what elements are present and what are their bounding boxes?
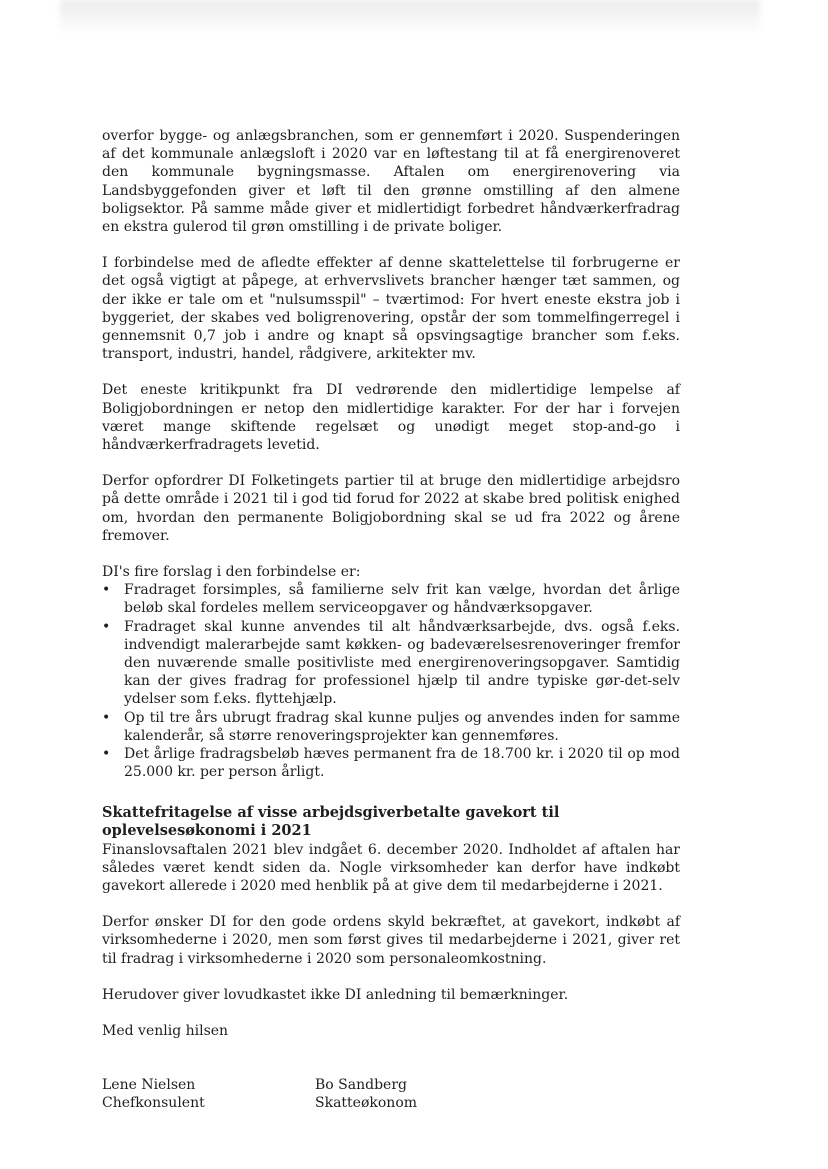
proposal-item: • Fradraget skal kunne anvendes til alt håndværksarbejde, dvs. også f.eks. indvendigt malerarbejde samt køkken- og badeværelsesrenoveringer fremfor den nuværende smalle positivliste med energirenoveringsopgaver. Samtidig kan der gives fradrag for professionel hjælp til andre typiske gør-det-selv ydelser som f.eks. flyttehjælp. (102, 618, 680, 709)
paragraph-gift-card-request: Derfor ønsker DI for den gode ordens skyld bekræftet, at gavekort, indkøbt af virksomhederne i 2020, men som først gives til medarbejderne i 2021, giver ret til fradrag i virksomhederne i 2020 som personaleomkostning. (102, 914, 680, 967)
paragraph-critique: Det eneste kritikpunkt fra DI vedrørende den midlertidige lempelse af Boligjobordningen er netop den midlertidige karakter. For der har i forvejen været mange skiftende regelsæt og unødigt meget stop-and-go i håndværkerfradragets levetid. (102, 382, 680, 454)
paragraph-call-to-action: Derfor opfordrer DI Folketingets partier til at bruge den midlertidige arbejdsro på dette område i 2021 til i god tid forud for 2022 at skabe bred politisk enighed om, hvordan den permanente Boligjobordning skal se ud fra 2022 og årene fremover. (102, 473, 680, 544)
paragraph-no-further-remarks: Herudover giver lovudkastet ikke DI anledning til bemærkninger. (102, 986, 569, 1003)
signatory-name: Bo Sandberg (315, 1077, 407, 1094)
signatory (315, 1076, 417, 1112)
section-heading: Skattefritagelse af visse arbejdsgiverbetalte gavekort til oplevelsesøkonomi i 2021 (102, 803, 560, 839)
paragraph-derived-effects: I forbindelse med de afledte effekter af denne skattelettelse til forbrugerne er det også vigtigt at påpege, at erhvervslivets brancher hænger tæt sammen, og der ikke er tale om et "nulsumsspil" – tværtimod: For hvert eneste ekstra job i byggeriet, der skabes ved boligrenovering, opstår der som tommelfingerregel i gennemsnit 0,7 job i andre og knapt så opsvingsagtige brancher som f.eks. transport, industri, handel, rådgivere, arkitekter mv. (102, 255, 680, 363)
signatory-title: Skatteøkonom (315, 1095, 418, 1112)
paragraph-finance-agreement: Finanslovsaftalen 2021 blev indgået 6. december 2020. Indholdet af aftalen har således været kendt siden da. Nogle virksomheder kan derfor have indkøbt gavekort allerede i 2020 med henblik på at give dem til medarbejderne i 2021. (102, 841, 680, 894)
proposal-item: • Op til tre års ubrugt fradrag skal kunne puljes og anvendes inden for samme kalenderår, så større renoveringsprojekter kan gennemføres. (102, 709, 680, 745)
signatory (102, 1076, 315, 1112)
scan-artifact (60, 0, 760, 36)
closing-greeting: Med venlig hilsen (102, 1022, 229, 1039)
signatory-name: Lene Nielsen (102, 1077, 196, 1094)
paragraph-green-transition: overfor bygge- og anlægsbranchen, som er gennemført i 2020. Suspenderingen af det kommunale anlægsloft i 2020 var en løftestang til at få energirenoveret den kommunale bygningsmasse. Aftalen om energirenovering via Landsbyggefonden giver et løft til den grønne omstilling af den almene boligsektor. På samme måde giver et midlertidigt forbedret håndværkerfradrag en ekstra gulerod til grøn omstilling i de private boliger. (102, 128, 680, 236)
letter-page (102, 127, 680, 1113)
proposals-list (102, 581, 680, 781)
signatory-title: Chefkonsulent (102, 1095, 205, 1112)
proposal-item: • Det årlige fradragsbeløb hæves permanent fra de 18.700 kr. i 2020 til op mod 25.000 kr. per person årligt. (102, 745, 680, 781)
proposals-intro: DI's fire forslag i den forbindelse er: (102, 564, 361, 581)
proposal-item: • Fradraget forsimples, så familierne selv frit kan vælge, hvordan det årlige beløb skal fordeles mellem serviceopgaver og håndværksopgaver. (102, 581, 680, 617)
signature-block (102, 1076, 680, 1112)
